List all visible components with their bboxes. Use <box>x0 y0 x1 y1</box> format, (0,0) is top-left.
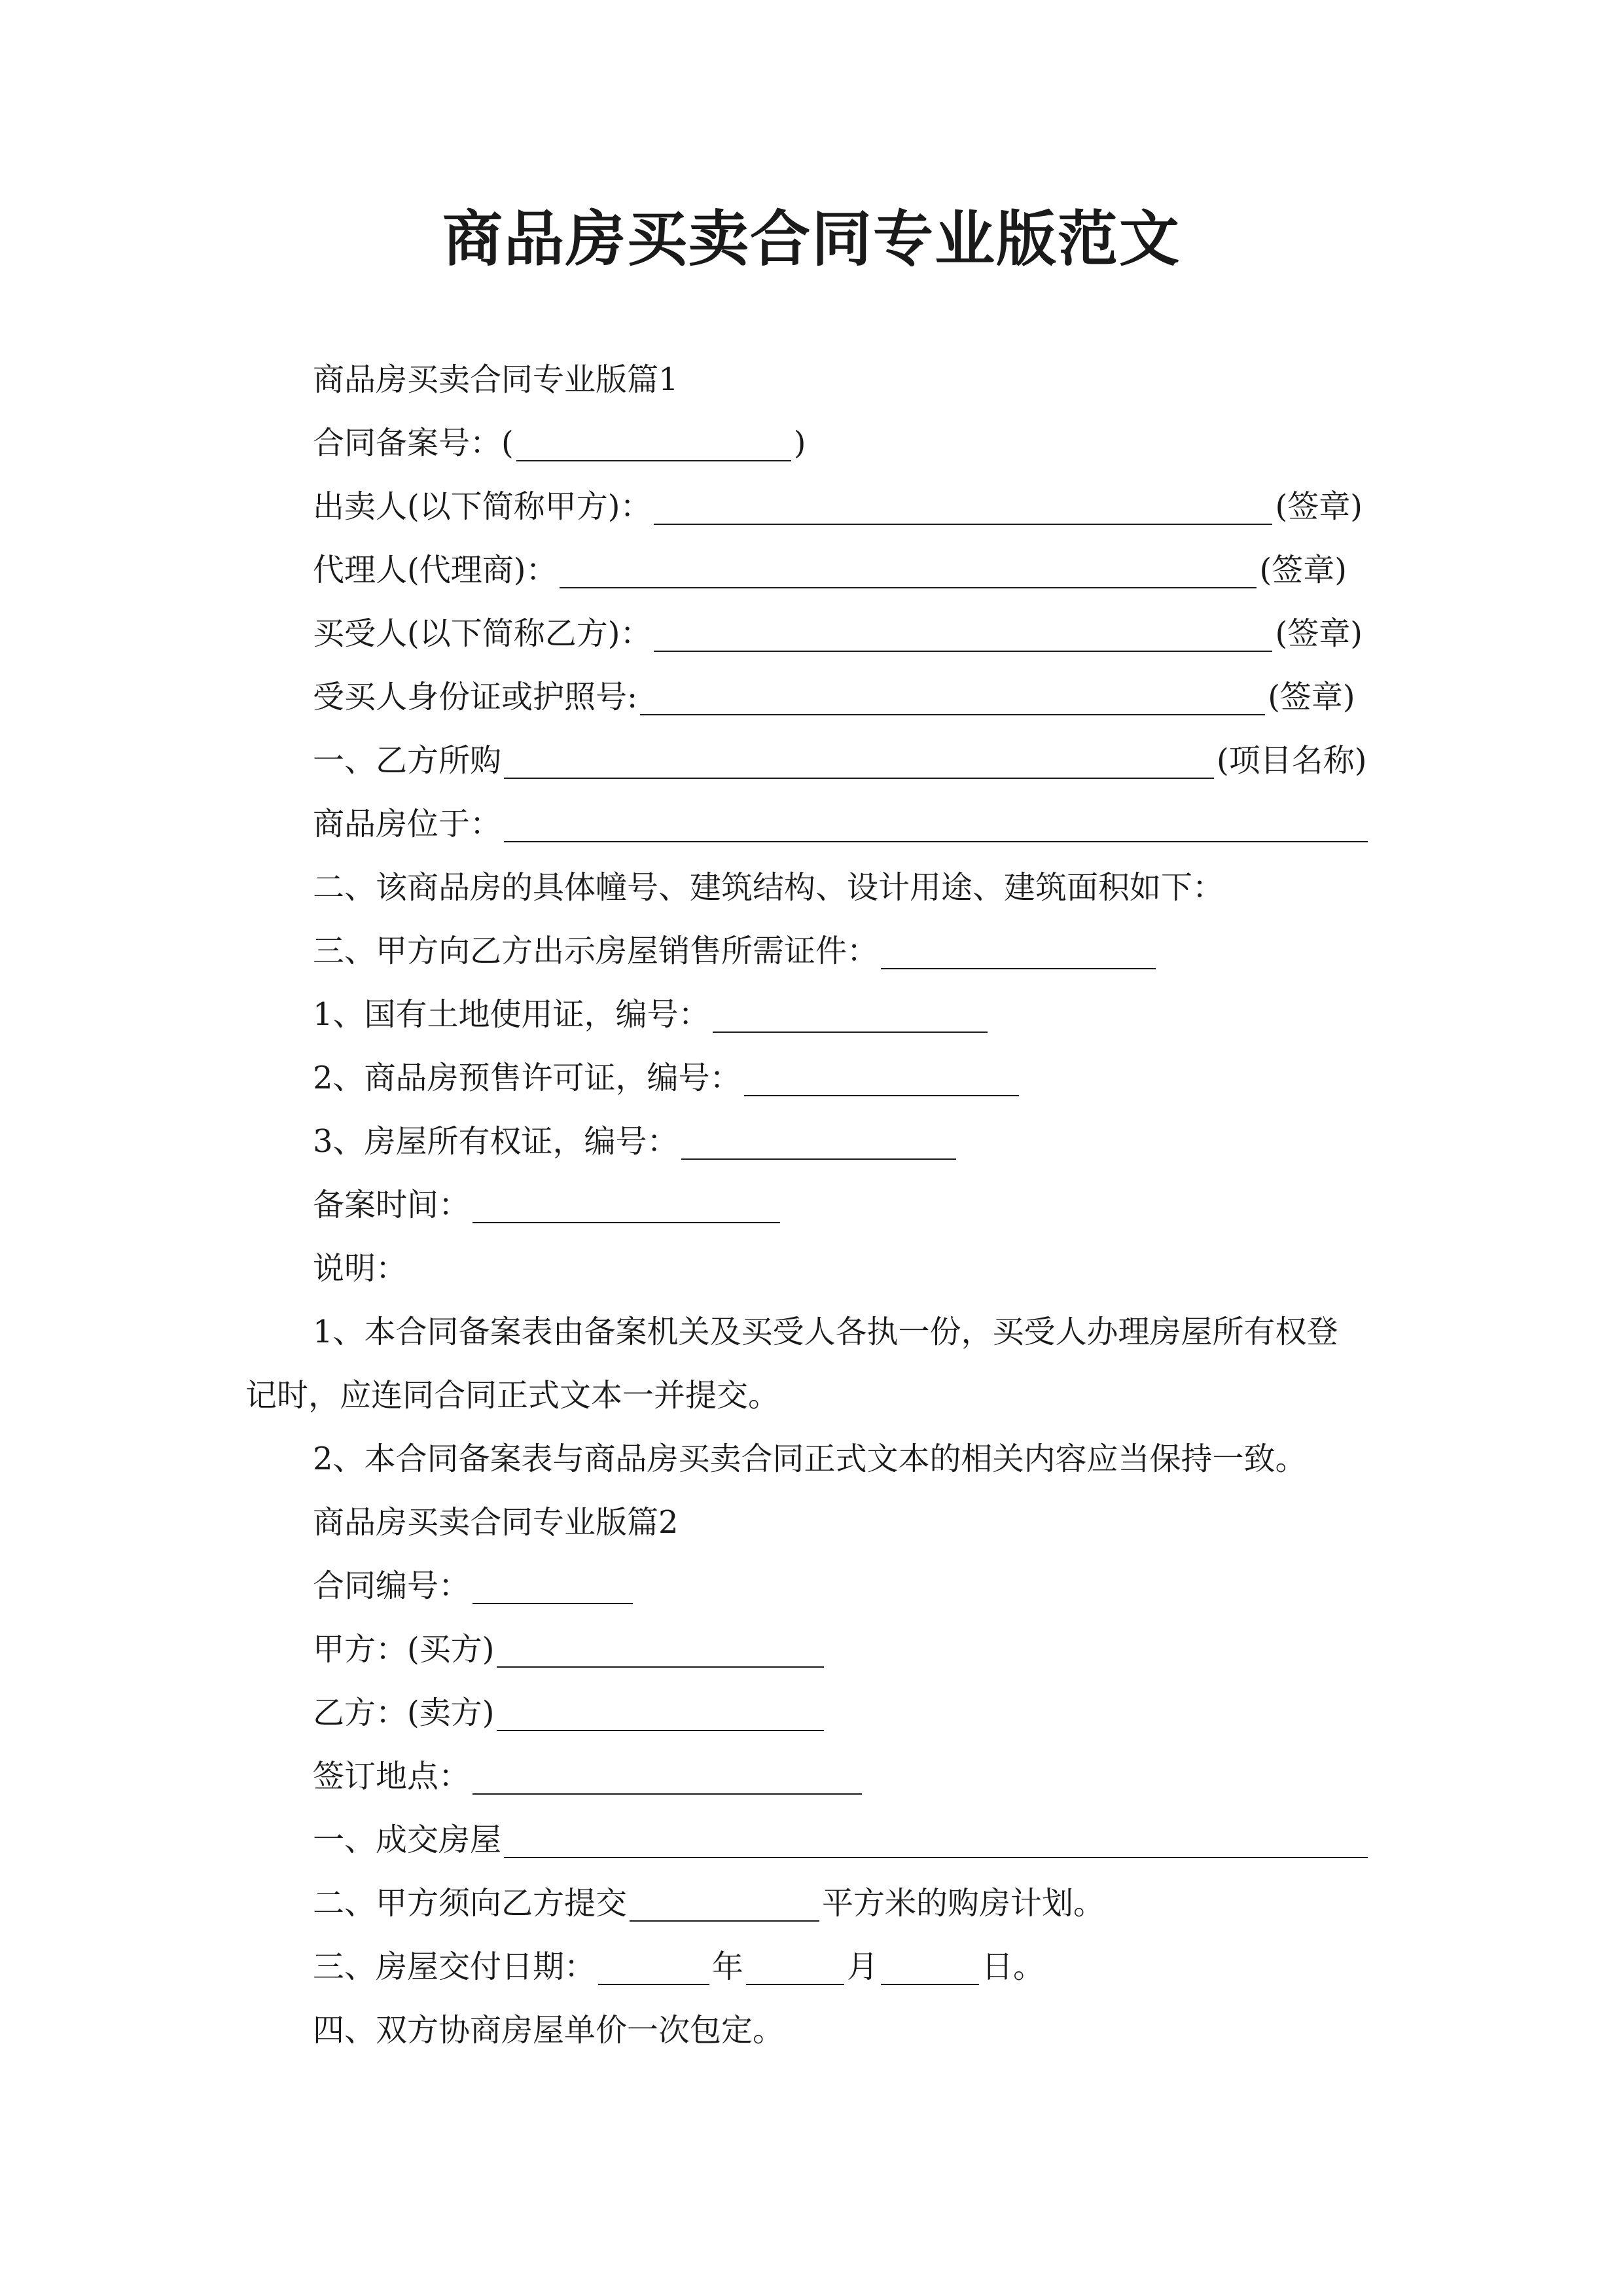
party-b-row: 乙方：(卖方) <box>313 1687 827 1739</box>
land-cert-row: 1、国有土地使用证，编号： <box>313 988 990 1041</box>
buyer-row: 买受人(以下简称乙方)： (签章) <box>313 607 1363 660</box>
buyer-id-blank[interactable] <box>640 673 1265 715</box>
area-blank[interactable] <box>630 1880 819 1922</box>
contract-number-blank[interactable] <box>473 1562 633 1604</box>
day-blank[interactable] <box>881 1943 979 1985</box>
seller-blank[interactable] <box>654 483 1272 525</box>
ownership-cert-row: 3、房屋所有权证，编号： <box>313 1115 959 1168</box>
filing-number-row: 合同备案号：( ) <box>313 417 806 469</box>
property-row: 一、成交房屋 <box>313 1814 1370 1866</box>
location-row: 商品房位于： <box>313 798 1370 850</box>
ownership-cert-blank[interactable] <box>681 1118 956 1160</box>
notes-label-row: 说明： <box>313 1250 408 1287</box>
year-blank[interactable] <box>598 1943 709 1985</box>
signing-place-row: 签订地点： <box>313 1750 865 1803</box>
month-blank[interactable] <box>746 1943 844 1985</box>
seller-row: 出卖人(以下简称甲方)： (签章) <box>313 480 1363 533</box>
presale-cert-blank[interactable] <box>744 1054 1019 1096</box>
note1-line1: 1、本合同备案表由备案机关及买受人各执一份，买受人办理房屋所有权登 <box>313 1314 1338 1350</box>
document-title: 商品房买卖合同专业版范文 <box>442 204 1181 274</box>
project-name-blank[interactable] <box>504 737 1214 779</box>
note2-row: 2、本合同备案表与商品房买卖合同正式文本的相关内容应当保持一致。 <box>313 1441 1307 1477</box>
buyer-blank[interactable] <box>654 610 1272 652</box>
presale-cert-row: 2、商品房预售许可证，编号： <box>313 1052 1022 1104</box>
buyer-id-row: 受买人身份证或护照号: (签章) <box>313 671 1355 723</box>
contract-number-row: 合同编号： <box>313 1560 635 1612</box>
property-blank[interactable] <box>504 1816 1368 1858</box>
location-blank[interactable] <box>504 800 1368 842</box>
delivery-date-row: 三、房屋交付日期： 年 月 日。 <box>313 1941 1044 1993</box>
land-cert-blank[interactable] <box>713 991 988 1033</box>
filing-time-row: 备案时间： <box>313 1179 783 1231</box>
party-a-row: 甲方：(买方) <box>313 1623 827 1676</box>
filing-time-blank[interactable] <box>473 1181 780 1223</box>
unit-price-row: 四、双方协商房屋单价一次包定。 <box>313 2012 785 2049</box>
section1-heading: 商品房买卖合同专业版篇1 <box>313 361 679 398</box>
signing-place-blank[interactable] <box>473 1753 862 1795</box>
certificates-blank[interactable] <box>881 927 1156 969</box>
certificates-row: 三、甲方向乙方出示房屋销售所需证件： <box>313 925 1158 977</box>
section2-heading: 商品房买卖合同专业版篇2 <box>313 1504 679 1541</box>
agent-row: 代理人(代理商)： (签章) <box>313 544 1347 596</box>
party-b-blank[interactable] <box>497 1689 824 1731</box>
party-a-blank[interactable] <box>497 1626 824 1668</box>
purchase-plan-row: 二、甲方须向乙方提交 平方米的购房计划。 <box>313 1877 1105 1929</box>
filing-number-blank[interactable] <box>516 420 791 461</box>
agent-blank[interactable] <box>560 547 1257 588</box>
item2-row: 二、该商品房的具体幢号、建筑结构、设计用途、建筑面积如下： <box>313 869 1224 906</box>
project-row: 一、乙方所购 (项目名称) <box>313 734 1366 787</box>
note1-line2: 记时，应连同合同正式文本一并提交。 <box>245 1377 780 1414</box>
